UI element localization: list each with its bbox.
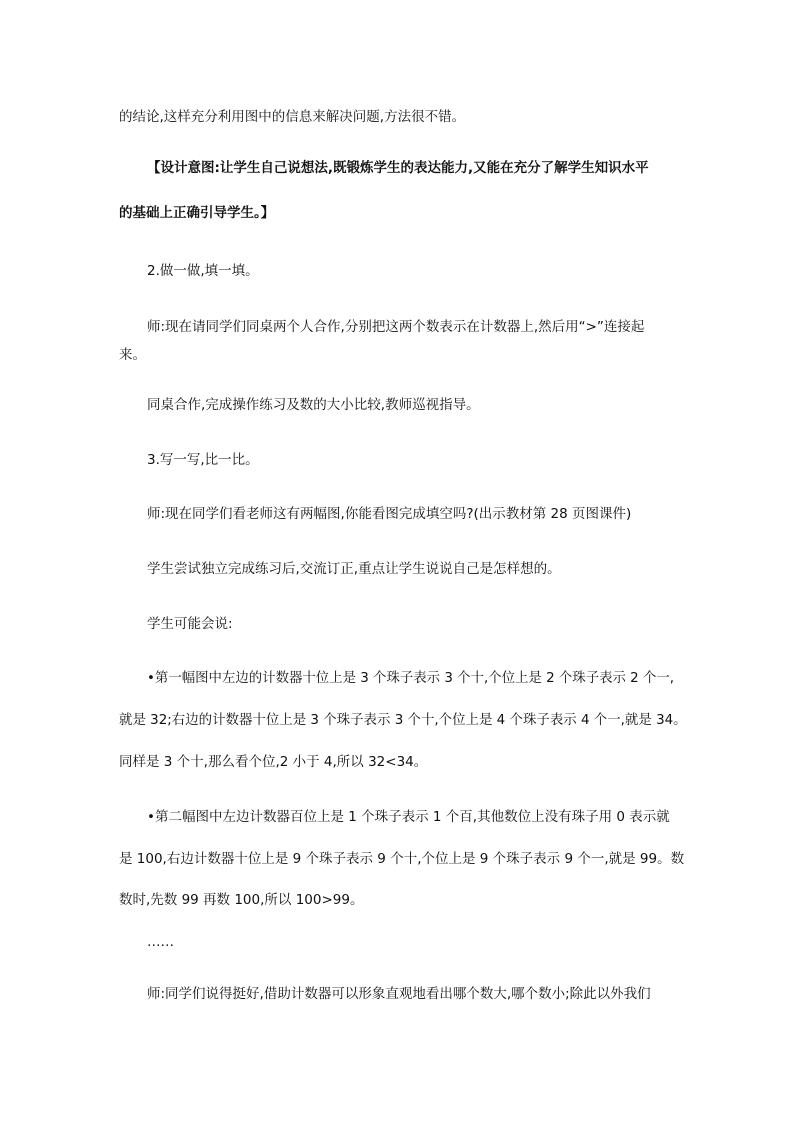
first-figure-line-3: 同样是 3 个十,那么看个位,2 小于 4,所以 32<34。 <box>119 754 428 770</box>
teacher-line-1-cont: 来。 <box>119 347 146 363</box>
teacher-line-1: 师:现在请同学们同桌两个人合作,分别把这两个数表示在计数器上,然后用“>”连接起 <box>147 319 645 335</box>
text-line-1: 的结论,这样充分利用图中的信息来解决问题,方法很不错。 <box>119 109 466 125</box>
students-may-say-line: 学生可能会说: <box>147 616 233 632</box>
first-figure-line-1: •第一幅图中左边的计数器十位上是 3 个珠子表示 3 个十,个位上是 2 个珠子表示 2 个一, <box>147 671 675 686</box>
section-heading-2: 2.做一做,填一填。 <box>147 263 259 279</box>
teacher-line-3: 师:同学们说得挺好,借助计数器可以形象直观地看出哪个数大,哪个数小;除此以外我们 <box>147 986 651 1002</box>
design-intent-line-1: 【设计意图:让学生自己说想法,既锻炼学生的表达能力,又能在充分了解学生知识水平 <box>147 160 649 176</box>
first-figure-line-2: 就是 32;右边的计数器十位上是 3 个珠子表示 3 个十,个位上是 4 个珠子表示 4 个一,就是 34。 <box>119 713 687 728</box>
design-intent-line-2: 的基础上正确引导学生。】 <box>119 205 275 221</box>
teacher-line-2: 师:现在同学们看老师这有两幅图,你能看图完成填空吗?(出示教材第 28 页图课件) <box>147 506 632 522</box>
ellipsis-line: …… <box>147 934 174 950</box>
second-figure-line-2: 是 100,右边计数器十位上是 9 个珠子表示 9 个十,个位上是 9 个珠子表示 9 个一,就是 99。数 <box>119 851 685 867</box>
section-heading-3: 3.写一写,比一比。 <box>147 452 259 468</box>
second-figure-line-1: •第二幅图中左边计数器百位上是 1 个珠子表示 1 个百,其他数位上没有珠子用 0 表示就 <box>147 809 670 825</box>
practice-line: 同桌合作,完成操作练习及数的大小比较,教师巡视指导。 <box>147 397 480 413</box>
second-figure-line-3: 数时,先数 99 再数 100,所以 100>99。 <box>119 892 364 908</box>
student-practice-line: 学生尝试独立完成练习后,交流订正,重点让学生说说自己是怎样想的。 <box>147 561 561 577</box>
